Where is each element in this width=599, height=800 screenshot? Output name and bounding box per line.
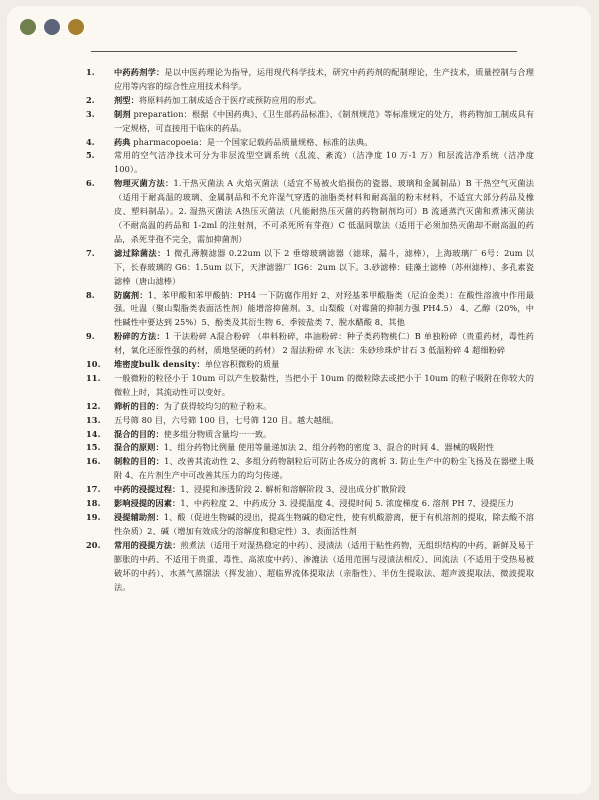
item-text: 1 微孔薄膜滤器 0.22um 以下 2 垂熔玻璃滤器（滤球，漏斗，滤棒），上海玻璃厂 6号：2um 以下，长春玻璃的 G6：1.5um 以下，天津滤器厂 IG6：2um 以下。3.砂滤棒：硅藻土滤棒（苏州滤棒）、多孔素瓷滤棒（唐山滤棒） xyxy=(114,247,534,286)
content-area xyxy=(82,66,534,594)
item-number: 1. xyxy=(86,67,95,77)
list-item xyxy=(82,247,534,289)
item-number: 9. xyxy=(86,331,95,342)
list-item xyxy=(82,330,534,358)
list-item xyxy=(82,372,534,400)
item-term: 堆密度bulk density： xyxy=(114,359,205,370)
item-number: 4. xyxy=(86,136,95,147)
item-term: 剂型： xyxy=(114,94,139,105)
item-number: 19. xyxy=(86,512,101,522)
list-item xyxy=(82,428,534,442)
document-page xyxy=(7,6,591,794)
item-text: 1、改善其流动性 2、多组分药物制粒后可防止各成分的离析 3. 防止生产中的粉尘飞扬及在器壁上吸附 4、在片剂生产中可改善其压力的均匀传递。 xyxy=(114,456,534,481)
item-text: 1、浸提和渗透阶段 2. 解析和溶解阶段 3、浸出成分扩散阶段 xyxy=(180,484,406,495)
close-dot[interactable] xyxy=(20,19,36,35)
list-item xyxy=(82,66,534,94)
list-item xyxy=(82,358,534,372)
item-text: 使多组分物质含量均一一致。 xyxy=(163,428,272,439)
item-term: 混合的原则： xyxy=(114,442,164,453)
item-term: 中药药剂学： xyxy=(114,67,165,77)
item-number: 5. xyxy=(86,150,95,161)
item-text: 1、中药粒度 2、中药成分 3. 浸提温度 4、浸提时间 5. 浓度梯度 6. 溶剂 PH 7、浸提压力 xyxy=(180,498,515,509)
minimize-dot[interactable] xyxy=(44,19,60,35)
item-text: 1.干热灭菌法 A 火焰灭菌法（适宜不易被火焰损伤的瓷器、玻璃和金属制品）B 干热空气灭菌法（适用于耐高温的玻璃、金属制品和不允许湿气穿透的油脂类材料和耐高温的粉末材料，不适宜大部分药品及橡皮、塑料制品）。2. 湿热灭菌法 A热压灭菌法（凡能耐热压灭菌的药物制剂均可）B 流通蒸汽灭菌和煮沸灭菌法（不耐高温的药品和 1-2ml 的注射剂，不可杀死所有芽孢）C 低温间歇法（适用于必须加热灭菌却不耐高温的药品，杀死芽孢不完全，需加抑菌剂） xyxy=(114,178,534,244)
list-item xyxy=(82,511,534,539)
item-text: preparation：根据《中国药典》、《卫生部药品标准》、《制剂规范》等标准规定的处方，将药物加工制成具有一定规格，可直接用于临床的药品。 xyxy=(114,108,534,133)
item-text: 一般微粉的粒径小于 10um 可以产生胶黏性，当把小于 10um 的微粒除去或把小于 10um 的粒子吸附在你较大的微粒上时，其流动性可以变好。 xyxy=(114,372,534,397)
list-item xyxy=(82,414,534,428)
item-number: 16. xyxy=(86,456,101,467)
item-term: 粉碎的方法： xyxy=(114,331,165,342)
item-number: 20. xyxy=(86,539,101,550)
item-text: 五号筛 80 目，六号筛 100 目，七号筛 120 目。越大越细。 xyxy=(114,414,339,425)
item-text: 常用的空气洁净技术可分为非层流型空调系统（乱流、紊流）（洁净度 10 万-1 万）和层流洁净系统（洁净度 100）。 xyxy=(114,150,534,175)
item-text: 将原料药加工制成适合于医疗或预防应用的形式。 xyxy=(138,94,322,105)
list-item xyxy=(82,497,534,511)
item-term: 筛析的目的： xyxy=(114,400,164,411)
item-number: 18. xyxy=(86,498,101,509)
item-term: 药典 xyxy=(114,136,131,147)
item-term: 滤过除菌法： xyxy=(114,247,166,258)
list-item xyxy=(82,136,534,150)
item-term: 制粒的目的： xyxy=(114,456,165,467)
item-term: 影响浸提的因素： xyxy=(114,498,181,509)
list-item xyxy=(82,108,534,136)
item-number: 15. xyxy=(86,442,101,453)
item-term: 中药的浸提过程： xyxy=(114,484,181,495)
item-text: 为了获得较均匀的粒子粉末。 xyxy=(163,400,272,411)
list-item xyxy=(82,455,534,483)
item-text: 是以中医药理论为指导，运用现代科学技术，研究中药药剂的配制理论，生产技术，质量控制与合理应用等内容的综合性应用技术科学。 xyxy=(114,67,534,91)
item-text: 1、酸（促进生物碱的浸出，提高生物碱的稳定性，使有机酸游离，便于有机溶剂的提取，除去酸不溶性杂质）2、碱（增加有效成分的溶解度和稳定性）3、表面活性剂 xyxy=(114,512,534,536)
item-number: 8. xyxy=(86,289,95,300)
item-number: 14. xyxy=(86,428,101,439)
list-item xyxy=(82,483,534,497)
item-term: 常用的浸提方法： xyxy=(114,539,181,550)
window-controls xyxy=(20,19,84,35)
list-item xyxy=(82,539,534,595)
item-term: 浸提辅助剂： xyxy=(114,512,164,522)
item-number: 2. xyxy=(86,94,95,105)
item-text: 1、组分药物比例量 使用等量递加法 2、组分药物的密度 3、混合的时间 4、器械的吸附性 xyxy=(163,442,495,453)
definition-list xyxy=(82,66,534,594)
list-item xyxy=(82,149,534,177)
maximize-dot[interactable] xyxy=(68,19,84,35)
item-text: 1 干法粉碎 A混合粉碎 （串料粉碎，串油粉碎：种子类药物桃仁）B 单独粉碎（贵重药材，毒性药材，氧化还原性强的药材，质地坚硬的药材） 2 湿法粉碎 水飞法：朱砂珍珠炉甘石 3 低温粉碎 4 超细粉碎 xyxy=(114,331,535,356)
item-number: 7. xyxy=(86,247,95,258)
list-item xyxy=(82,441,534,455)
item-term: 防腐剂： xyxy=(114,289,148,300)
item-text: 1、苯甲酸和苯甲酸钠：PH4 一下防腐作用好 2、对羟基苯甲酸脂类（尼泊金类）：在酸性溶液中作用最强。吐温（聚山梨脂类表面活性剂）能增溶抑菌剂。3、山梨酸（对霉菌的抑制力强 PH4.5） 4、乙醇（20%，中性碱性中要达到 25%）5、酚类及其衍生物 6、季铵盐类 7、脱水醋酸 8、其他 xyxy=(114,289,534,328)
item-text: 煎煮法（适用于对湿热稳定的中药）、浸渍法（适用于粘性药物，无组织结构的中药、新鲜及易于膨胀的中药、不适用于贵重、毒性、高浓度中药）、渗漉法（适用范围与浸渍法相反）、回流法（不适用于受热易被破坏的中药）、水蒸气蒸馏法（挥发油）、超临界流体提取法（亲脂性）、半仿生提取法、超声波提取法、微波提取法。 xyxy=(114,539,534,592)
item-number: 12. xyxy=(86,400,101,411)
item-number: 13. xyxy=(86,414,101,425)
item-number: 6. xyxy=(86,178,95,189)
header-divider xyxy=(91,51,517,52)
item-number: 10. xyxy=(86,359,101,370)
item-number: 17. xyxy=(86,484,101,495)
item-number: 11. xyxy=(86,372,101,383)
item-text: 单位容积微粉的质量 xyxy=(204,359,280,370)
item-term: 物理灭菌方法： xyxy=(114,178,174,189)
list-item xyxy=(82,400,534,414)
list-item xyxy=(82,289,534,331)
list-item xyxy=(82,94,534,108)
item-term: 混合的目的： xyxy=(114,428,164,439)
item-number: 3. xyxy=(86,108,95,119)
list-item xyxy=(82,177,534,247)
item-term: 制剂 xyxy=(114,108,131,119)
item-text: pharmacopoeia：是一个国家记载药品质量规格、标准的法典。 xyxy=(130,136,373,147)
